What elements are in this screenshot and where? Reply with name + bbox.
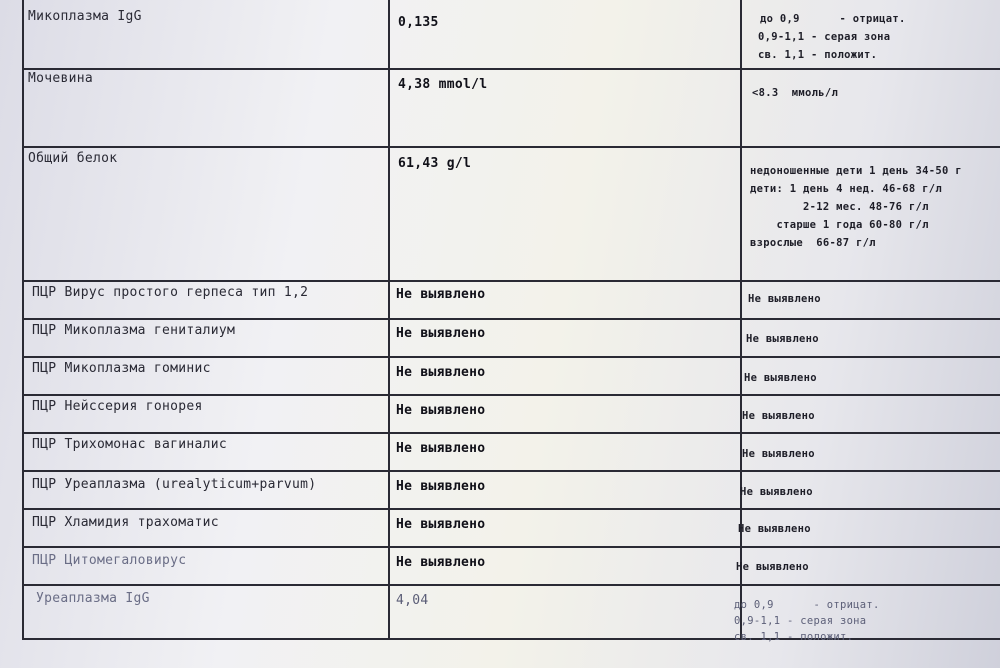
reference-line: Не выявлено	[748, 293, 821, 305]
test-name: Общий белок	[28, 151, 118, 166]
row-divider	[22, 394, 1000, 396]
test-name: ПЦР Уреаплазма (urealyticum+parvum)	[32, 477, 317, 492]
test-name: ПЦР Хламидия трахоматис	[32, 515, 219, 530]
reference-line: св. 1,1 - положит.	[758, 49, 878, 61]
reference-line: старше 1 года 60-80 г/л	[750, 219, 929, 231]
test-value: Не выявлено	[396, 517, 486, 532]
reference-line: Не выявлено	[744, 372, 817, 384]
reference-line: Не выявлено	[742, 410, 815, 422]
row-divider	[22, 638, 1000, 640]
reference-line: 0,9-1,1 - серая зона	[734, 615, 867, 627]
row-divider	[22, 68, 1000, 70]
reference-line: Не выявлено	[736, 561, 809, 573]
reference-line: до 0,9 - отрицат.	[760, 13, 906, 25]
reference-line: Не выявлено	[746, 333, 819, 345]
reference-line: <8.3 ммоль/л	[752, 87, 839, 99]
test-value: Не выявлено	[396, 287, 486, 302]
test-value: 0,135	[398, 15, 439, 30]
test-name: ПЦР Вирус простого герпеса тип 1,2	[32, 285, 309, 300]
test-value: Не выявлено	[396, 365, 486, 380]
reference-line: 2-12 мес. 48-76 г/л	[750, 201, 929, 213]
test-value: Не выявлено	[396, 555, 486, 570]
reference-line: до 0,9 - отрицат.	[734, 599, 880, 611]
reference-line: Не выявлено	[740, 486, 813, 498]
test-value: 61,43 g/l	[398, 156, 472, 171]
row-divider	[22, 318, 1000, 320]
row-divider	[22, 470, 1000, 472]
test-value: 4,04	[396, 593, 429, 608]
row-divider	[22, 146, 1000, 148]
reference-line: Не выявлено	[738, 523, 811, 535]
reference-line: взрослые 66-87 г/л	[750, 237, 876, 249]
test-name: Микоплазма IgG	[28, 9, 142, 24]
test-value: Не выявлено	[396, 441, 486, 456]
test-name: ПЦР Микоплазма гениталиум	[32, 323, 236, 338]
column-divider-1	[388, 0, 390, 640]
reference-line: дети: 1 день 4 нед. 46-68 г/л	[750, 183, 943, 195]
test-name: ПЦР Микоплазма гоминис	[32, 361, 211, 376]
test-name: ПЦР Трихомонас вагиналис	[32, 437, 228, 452]
test-value: Не выявлено	[396, 326, 486, 341]
reference-line: недоношенные дети 1 день 34-50 г	[750, 165, 962, 177]
table-border-left	[22, 0, 24, 640]
test-value: Не выявлено	[396, 479, 486, 494]
test-name: Мочевина	[28, 71, 94, 86]
test-name: ПЦР Нейссерия гонорея	[32, 399, 203, 414]
row-divider	[22, 356, 1000, 358]
column-divider-2	[740, 0, 742, 640]
test-name: ПЦР Цитомегаловирус	[32, 553, 187, 568]
reference-line: Не выявлено	[742, 448, 815, 460]
row-divider	[22, 546, 1000, 548]
row-divider	[22, 432, 1000, 434]
reference-line: св. 1,1 - положит.	[734, 631, 854, 643]
row-divider	[22, 508, 1000, 510]
test-value: Не выявлено	[396, 403, 486, 418]
row-divider	[22, 584, 1000, 586]
row-divider	[22, 280, 1000, 282]
test-value: 4,38 mmol/l	[398, 77, 488, 92]
reference-line: 0,9-1,1 - серая зона	[758, 31, 891, 43]
test-name: Уреаплазма IgG	[36, 591, 150, 606]
